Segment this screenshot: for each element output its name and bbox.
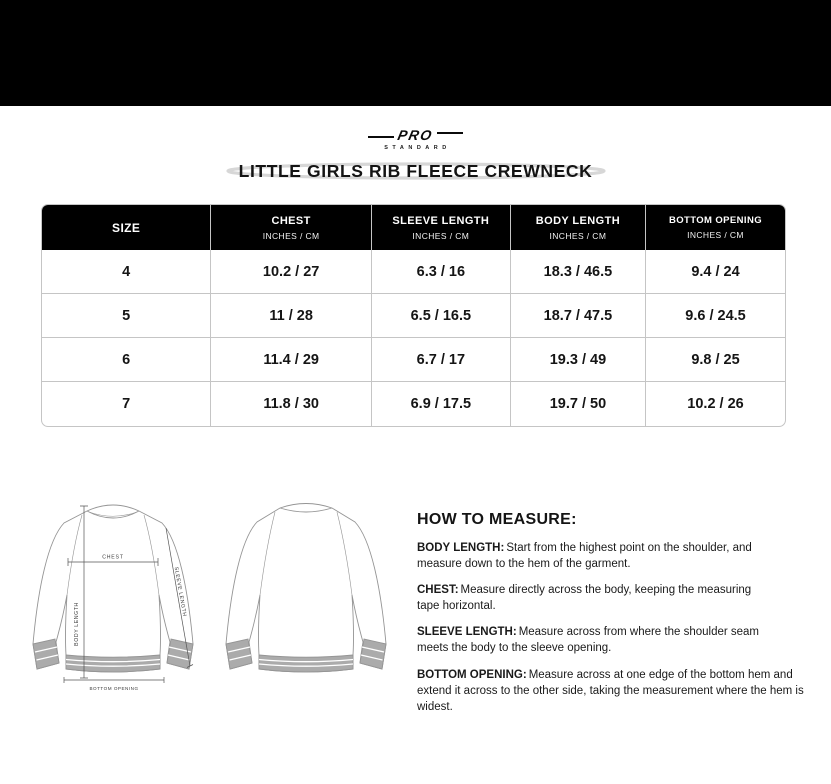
- how-to-measure-section: [417, 511, 827, 725]
- table-body: [42, 250, 785, 426]
- measure-item-body-length: BODY LENGTH: Start from the highest point on the shoulder, and measure down to the hem of the garment.: [417, 542, 752, 571]
- header-cell-body-length: BODY LENGTH INCHES / CM: [511, 205, 646, 250]
- brand-logo: [0, 127, 831, 151]
- cell-chest: 10.2 / 27: [211, 250, 371, 294]
- how-to-measure-heading: HOW TO MEASURE:: [417, 511, 577, 528]
- cell-chest: 11.8 / 30: [211, 382, 371, 426]
- header-cell-bottom-opening: BOTTOM OPENING INCHES / CM: [646, 205, 785, 250]
- header-cell-size: SIZE: [42, 205, 211, 250]
- cell-size: 7: [42, 382, 211, 426]
- cell-sleeve-length: 6.9 / 17.5: [372, 382, 511, 426]
- table-row: [42, 250, 785, 294]
- cell-chest: 11.4 / 29: [211, 338, 371, 382]
- cell-sleeve-length: 6.5 / 16.5: [372, 294, 511, 338]
- header-cell-chest: CHEST INCHES / CM: [211, 205, 371, 250]
- garment-measurement-diagram: [18, 492, 404, 707]
- body-length-label: BODY LENGTH: [74, 602, 80, 646]
- cell-bottom-opening: 9.8 / 25: [646, 338, 785, 382]
- cell-size: 6: [42, 338, 211, 382]
- chest-label: CHEST: [102, 554, 124, 561]
- size-chart-table: [41, 204, 786, 427]
- sweatshirt-front-diagram: [33, 505, 193, 672]
- cell-body-length: 18.3 / 46.5: [511, 250, 646, 294]
- sleeve-length-label: SLEEVE LENGTH: [172, 566, 188, 618]
- top-banner: [0, 0, 831, 106]
- cell-sleeve-length: 6.3 / 16: [372, 250, 511, 294]
- bottom-opening-label: BOTTOM OPENING: [89, 686, 139, 691]
- brand-subname: STANDARD: [384, 145, 451, 151]
- measure-item-bottom-opening: BOTTOM OPENING: Measure across at one edge of the bottom hem and extend it across to the other side, taking the measurement where the hem is widest.: [417, 668, 804, 713]
- table-row: [42, 294, 785, 338]
- logo-speedline-left-icon: [368, 136, 394, 139]
- table-row: [42, 338, 785, 382]
- cell-bottom-opening: 9.4 / 24: [646, 250, 785, 294]
- cell-chest: 11 / 28: [211, 294, 371, 338]
- cell-size: 4: [42, 250, 211, 294]
- header-cell-sleeve-length: SLEEVE LENGTH INCHES / CM: [372, 205, 511, 250]
- sweatshirt-back-diagram: [226, 504, 386, 673]
- cell-size: 5: [42, 294, 211, 338]
- logo-speedline-right-icon: [437, 132, 463, 135]
- page-title: LITTLE GIRLS RIB FLEECE CREWNECK: [238, 160, 593, 181]
- measure-item-sleeve-length: SLEEVE LENGTH: Measure across from where the shoulder seam meets the body to the sleeve opening.: [417, 626, 760, 655]
- table-header-row: [42, 205, 785, 250]
- table-row: [42, 382, 785, 426]
- cell-body-length: 18.7 / 47.5: [511, 294, 646, 338]
- cell-body-length: 19.3 / 49: [511, 338, 646, 382]
- title-section: [0, 158, 831, 184]
- cell-bottom-opening: 10.2 / 26: [687, 396, 744, 412]
- brand-name: PRO: [396, 127, 435, 143]
- measure-item-chest: CHEST: Measure directly across the body, keeping the measuring tape horizontal.: [417, 584, 752, 613]
- cell-body-length: 19.7 / 50: [511, 382, 646, 426]
- cell-sleeve-length: 6.7 / 17: [372, 338, 511, 382]
- cell-bottom-opening: 9.6 / 24.5: [646, 294, 785, 338]
